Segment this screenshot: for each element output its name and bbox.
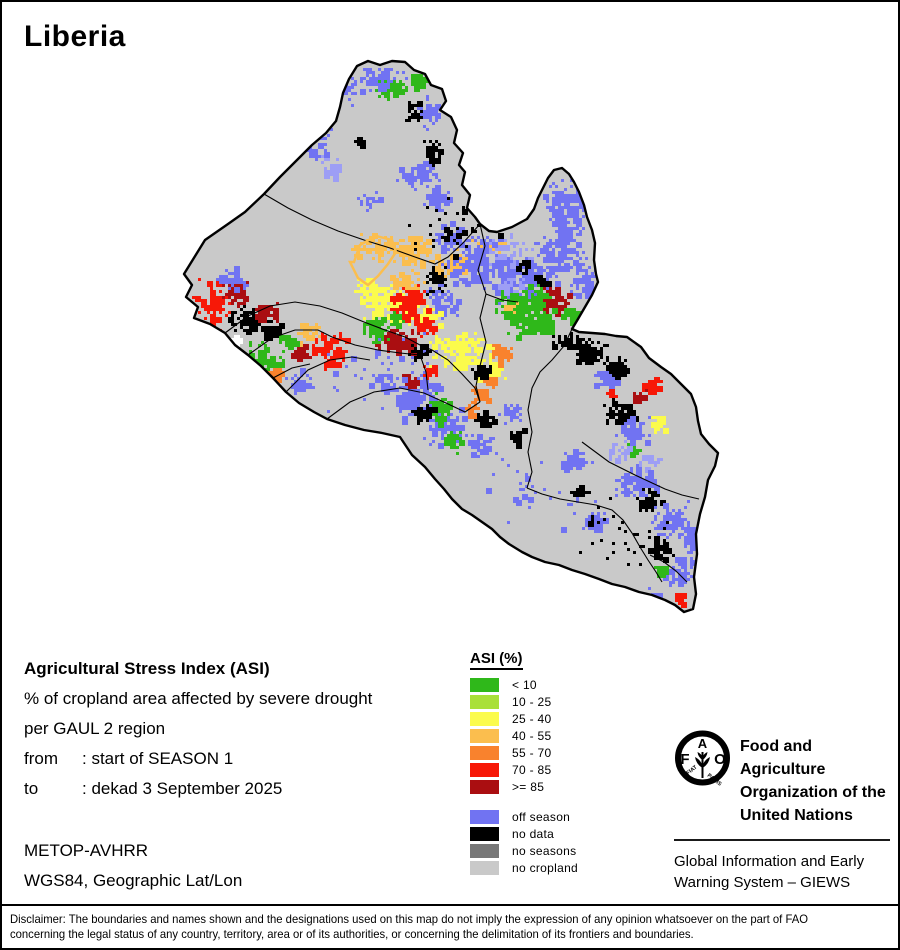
giews-line1: Global Information and Early — [674, 853, 865, 870]
from-row — [24, 744, 444, 774]
legend-label: < 10 — [512, 677, 537, 692]
legend-swatch — [470, 695, 499, 709]
legend-row — [470, 761, 650, 778]
disclaimer-line2: concerning the legal status of any country, territory, area or of its authorities, or concerning the delimitation of its frontiers and boundaries. — [10, 927, 694, 941]
legend-swatch — [470, 746, 499, 760]
legend-swatch — [470, 861, 499, 875]
asi-heading: Agricultural Stress Index (ASI) — [24, 659, 270, 678]
to-row — [24, 774, 444, 804]
legend-swatch — [470, 729, 499, 743]
to-value: : dekad 3 September 2025 — [82, 779, 283, 798]
legend-row — [470, 808, 650, 825]
legend-row — [470, 676, 650, 693]
legend-label: no data — [512, 826, 555, 841]
fao-block — [674, 728, 890, 893]
legend-swatch — [470, 780, 499, 794]
legend-swatch — [470, 712, 499, 726]
asi-description-line2: per GAUL 2 region — [24, 719, 166, 738]
disclaimer-box — [2, 904, 898, 950]
fao-divider — [674, 839, 890, 841]
from-label: from — [24, 749, 58, 768]
disclaimer-line1: Disclaimer: The boundaries and names shown and the designations used on this map do not imply the expression of any opinion whatsoever on the part of FAO — [10, 912, 809, 926]
sensor-name: METOP-AVHRR — [24, 841, 149, 860]
legend-row — [470, 842, 650, 859]
asi-legend-extra-rows — [470, 808, 650, 876]
legend-row — [470, 727, 650, 744]
from-value: : start of SEASON 1 — [82, 749, 234, 768]
fao-org-line1: Food and Agriculture — [740, 738, 826, 778]
fao-org-line3: United Nations — [740, 807, 853, 824]
liberia-map — [180, 50, 724, 626]
map-container — [180, 50, 724, 626]
projection-name: WGS84, Geographic Lat/Lon — [24, 871, 243, 890]
legend-row — [470, 710, 650, 727]
legend-swatch — [470, 763, 499, 777]
legend-label: >= 85 — [512, 779, 545, 794]
legend-title: ASI (%) — [470, 650, 523, 670]
disclaimer-text — [10, 912, 845, 942]
legend-label: 25 - 40 — [512, 711, 552, 726]
legend-label: 10 - 25 — [512, 694, 552, 709]
legend-label: 70 - 85 — [512, 762, 552, 777]
legend-label: 55 - 70 — [512, 745, 552, 760]
legend-swatch — [470, 827, 499, 841]
fao-logo — [674, 728, 731, 788]
fao-org-line2: Organization of the — [740, 784, 886, 801]
legend-label: no seasons — [512, 843, 577, 858]
page-title: Liberia — [24, 20, 126, 53]
asi-legend — [470, 650, 650, 876]
asi-description-line1: % of cropland area affected by severe drought — [24, 689, 373, 708]
legend-row — [470, 825, 650, 842]
legend-label: 40 - 55 — [512, 728, 552, 743]
legend-label: off season — [512, 809, 571, 824]
giews-line2: Warning System – GIEWS — [674, 874, 851, 891]
legend-swatch — [470, 810, 499, 824]
fao-org-name — [740, 728, 890, 827]
fao-header — [674, 728, 890, 827]
legend-label: no cropland — [512, 860, 579, 875]
legend-row — [470, 693, 650, 710]
giews-name — [674, 851, 890, 893]
fao-logo-svg — [674, 728, 731, 788]
map-info-block — [24, 654, 444, 804]
to-label: to — [24, 779, 39, 798]
legend-swatch — [470, 844, 499, 858]
legend-row — [470, 744, 650, 761]
legend-row — [470, 859, 650, 876]
asi-legend-rows — [470, 676, 650, 795]
legend-swatch — [470, 678, 499, 692]
legend-row — [470, 778, 650, 795]
sensor-block — [24, 836, 344, 896]
